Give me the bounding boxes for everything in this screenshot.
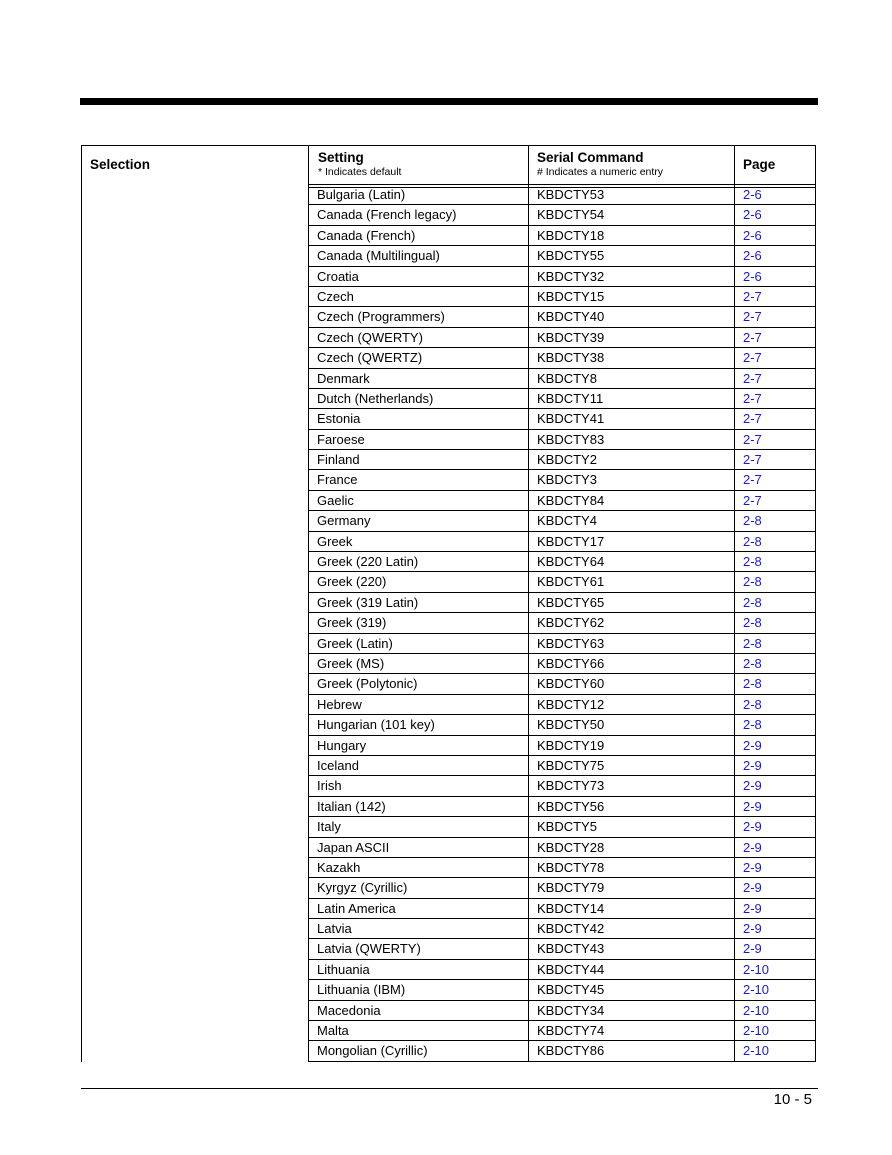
table-row <box>308 593 816 613</box>
serial-command-cell: KBDCTY39 <box>528 328 734 347</box>
serial-command-cell: KBDCTY65 <box>528 593 734 612</box>
serial-command-cell: KBDCTY38 <box>528 348 734 367</box>
page-link[interactable]: 2-9 <box>734 797 816 816</box>
setting-cell: Macedonia <box>308 1001 528 1020</box>
page-number: 10 - 5 <box>773 1091 812 1108</box>
serial-command-cell: KBDCTY73 <box>528 776 734 795</box>
table-row <box>308 838 816 858</box>
serial-command-cell: KBDCTY44 <box>528 960 734 979</box>
table-row <box>308 226 816 246</box>
serial-command-cell: KBDCTY64 <box>528 552 734 571</box>
page-link[interactable]: 2-7 <box>734 491 816 510</box>
setting-cell: Germany <box>308 511 528 530</box>
page-link[interactable]: 2-10 <box>734 960 816 979</box>
serial-command-cell: KBDCTY4 <box>528 511 734 530</box>
serial-command-cell: KBDCTY43 <box>528 939 734 958</box>
setting-cell: Greek (Latin) <box>308 634 528 653</box>
setting-cell: Hungary <box>308 736 528 755</box>
serial-command-cell: KBDCTY83 <box>528 430 734 449</box>
serial-command-cell: KBDCTY74 <box>528 1021 734 1040</box>
setting-cell: Faroese <box>308 430 528 449</box>
setting-cell: Kazakh <box>308 858 528 877</box>
page-link[interactable]: 2-9 <box>734 817 816 836</box>
serial-command-cell: KBDCTY3 <box>528 470 734 489</box>
table-row <box>308 470 816 490</box>
table-row <box>308 532 816 552</box>
serial-command-cell: KBDCTY62 <box>528 613 734 632</box>
selection-column-border <box>81 145 82 1062</box>
table-row <box>308 307 816 327</box>
setting-cell: Canada (French) <box>308 226 528 245</box>
setting-cell: Canada (Multilingual) <box>308 246 528 265</box>
page-link[interactable]: 2-9 <box>734 756 816 775</box>
serial-command-cell: KBDCTY75 <box>528 756 734 775</box>
table-row <box>308 511 816 531</box>
table-row <box>308 348 816 368</box>
table-row <box>308 552 816 572</box>
table-row <box>308 491 816 511</box>
setting-cell: Greek (220 Latin) <box>308 552 528 571</box>
table-row <box>308 246 816 266</box>
page-link[interactable]: 2-8 <box>734 532 816 551</box>
page-link[interactable]: 2-6 <box>734 205 816 224</box>
page-link[interactable]: 2-9 <box>734 919 816 938</box>
serial-command-cell: KBDCTY11 <box>528 389 734 408</box>
setting-cell: Greek (MS) <box>308 654 528 673</box>
setting-cell: Finland <box>308 450 528 469</box>
table-row <box>308 919 816 939</box>
table-row <box>308 817 816 837</box>
table-row <box>308 1041 816 1061</box>
serial-command-cell: KBDCTY55 <box>528 246 734 265</box>
setting-cell: France <box>308 470 528 489</box>
page-link[interactable]: 2-8 <box>734 572 816 591</box>
page-link[interactable]: 2-7 <box>734 307 816 326</box>
header-selection: Selection <box>90 157 151 172</box>
table-row <box>308 654 816 674</box>
table-header <box>81 145 816 186</box>
table-row <box>308 613 816 633</box>
setting-cell: Greek (Polytonic) <box>308 674 528 693</box>
serial-command-cell: KBDCTY56 <box>528 797 734 816</box>
serial-command-cell: KBDCTY12 <box>528 695 734 714</box>
serial-command-cell: KBDCTY78 <box>528 858 734 877</box>
table-row <box>308 878 816 898</box>
page-link[interactable]: 2-8 <box>734 715 816 734</box>
page-link[interactable]: 2-9 <box>734 899 816 918</box>
page-link[interactable]: 2-8 <box>734 552 816 571</box>
serial-command-cell: KBDCTY28 <box>528 838 734 857</box>
table-row <box>308 389 816 409</box>
page-link[interactable]: 2-7 <box>734 389 816 408</box>
serial-command-cell: KBDCTY79 <box>528 878 734 897</box>
table-row <box>308 287 816 307</box>
setting-cell: Greek (319) <box>308 613 528 632</box>
serial-command-cell: KBDCTY84 <box>528 491 734 510</box>
setting-cell: Japan ASCII <box>308 838 528 857</box>
page-link[interactable]: 2-7 <box>734 409 816 428</box>
table-row <box>308 328 816 348</box>
page-link[interactable]: 2-7 <box>734 328 816 347</box>
serial-command-cell: KBDCTY45 <box>528 980 734 999</box>
serial-command-cell: KBDCTY14 <box>528 899 734 918</box>
table-row <box>308 674 816 694</box>
table-row <box>308 1001 816 1021</box>
serial-command-cell: KBDCTY5 <box>528 817 734 836</box>
serial-command-cell: KBDCTY66 <box>528 654 734 673</box>
table-body <box>308 185 816 1062</box>
setting-cell: Latin America <box>308 899 528 918</box>
setting-cell: Czech (Programmers) <box>308 307 528 326</box>
table-row <box>308 695 816 715</box>
page-link[interactable]: 2-9 <box>734 736 816 755</box>
setting-cell: Gaelic <box>308 491 528 510</box>
setting-cell: Kyrgyz (Cyrillic) <box>308 878 528 897</box>
page-link[interactable]: 2-7 <box>734 430 816 449</box>
setting-cell: Estonia <box>308 409 528 428</box>
page-link[interactable]: 2-6 <box>734 226 816 245</box>
setting-cell: Italian (142) <box>308 797 528 816</box>
page-link[interactable]: 2-7 <box>734 369 816 388</box>
table-row <box>308 1021 816 1041</box>
setting-cell: Hebrew <box>308 695 528 714</box>
setting-cell: Latvia (QWERTY) <box>308 939 528 958</box>
table-row <box>308 430 816 450</box>
header-serial-command-note: # Indicates a numeric entry <box>537 166 664 178</box>
setting-cell: Lithuania (IBM) <box>308 980 528 999</box>
table-row <box>308 450 816 470</box>
setting-cell: Hungarian (101 key) <box>308 715 528 734</box>
table-row <box>308 369 816 389</box>
setting-cell: Dutch (Netherlands) <box>308 389 528 408</box>
serial-command-cell: KBDCTY63 <box>528 634 734 653</box>
page-link[interactable]: 2-9 <box>734 878 816 897</box>
page-link[interactable]: 2-9 <box>734 858 816 877</box>
serial-command-cell: KBDCTY34 <box>528 1001 734 1020</box>
serial-command-cell: KBDCTY61 <box>528 572 734 591</box>
serial-command-cell: KBDCTY50 <box>528 715 734 734</box>
setting-cell: Latvia <box>308 919 528 938</box>
top-rule <box>80 98 818 105</box>
page-link[interactable]: 2-7 <box>734 348 816 367</box>
serial-command-cell: KBDCTY54 <box>528 205 734 224</box>
page-link[interactable]: 2-7 <box>734 450 816 469</box>
serial-command-cell: KBDCTY8 <box>528 369 734 388</box>
setting-cell: Czech <box>308 287 528 306</box>
setting-cell: Bulgaria (Latin) <box>308 185 528 204</box>
serial-command-cell: KBDCTY41 <box>528 409 734 428</box>
table-row <box>308 776 816 796</box>
setting-cell: Mongolian (Cyrillic) <box>308 1041 528 1060</box>
setting-cell: Irish <box>308 776 528 795</box>
serial-command-cell: KBDCTY18 <box>528 226 734 245</box>
setting-cell: Greek (220) <box>308 572 528 591</box>
page-link[interactable]: 2-9 <box>734 838 816 857</box>
page-link[interactable]: 2-10 <box>734 980 816 999</box>
page-link[interactable]: 2-8 <box>734 511 816 530</box>
page-link[interactable]: 2-6 <box>734 267 816 286</box>
serial-command-cell: KBDCTY17 <box>528 532 734 551</box>
footer-rule <box>81 1088 818 1089</box>
table-row <box>308 756 816 776</box>
setting-cell: Greek (319 Latin) <box>308 593 528 612</box>
table-row <box>308 939 816 959</box>
table-row <box>308 858 816 878</box>
page-link[interactable]: 2-6 <box>734 246 816 265</box>
serial-command-cell: KBDCTY60 <box>528 674 734 693</box>
page-link[interactable]: 2-6 <box>734 185 816 204</box>
table-row <box>308 572 816 592</box>
header-serial-command-title: Serial Command <box>537 150 644 165</box>
page-link[interactable]: 2-8 <box>734 613 816 632</box>
serial-command-cell: KBDCTY53 <box>528 185 734 204</box>
setting-cell: Iceland <box>308 756 528 775</box>
page-link[interactable]: 2-10 <box>734 1021 816 1040</box>
table-row <box>308 715 816 735</box>
page-link[interactable]: 2-10 <box>734 1041 816 1060</box>
table-row <box>308 634 816 654</box>
header-serial-command <box>528 146 734 186</box>
serial-command-cell: KBDCTY19 <box>528 736 734 755</box>
page-link[interactable]: 2-7 <box>734 470 816 489</box>
page-link[interactable]: 2-8 <box>734 674 816 693</box>
setting-cell: Czech (QWERTZ) <box>308 348 528 367</box>
table-row <box>308 409 816 429</box>
setting-cell: Croatia <box>308 267 528 286</box>
table-row <box>308 185 816 205</box>
setting-cell: Czech (QWERTY) <box>308 328 528 347</box>
page-link[interactable]: 2-8 <box>734 593 816 612</box>
table-row <box>308 736 816 756</box>
page-link[interactable]: 2-7 <box>734 287 816 306</box>
setting-cell: Italy <box>308 817 528 836</box>
table-row <box>308 205 816 225</box>
page-link[interactable]: 2-10 <box>734 1001 816 1020</box>
header-page: Page <box>734 146 816 186</box>
header-setting-title: Setting <box>318 150 364 165</box>
table-row <box>308 267 816 287</box>
serial-command-cell: KBDCTY32 <box>528 267 734 286</box>
table-row <box>308 797 816 817</box>
page-link[interactable]: 2-9 <box>734 776 816 795</box>
table-row <box>308 980 816 1000</box>
serial-command-cell: KBDCTY40 <box>528 307 734 326</box>
header-setting-note: * Indicates default <box>318 166 402 178</box>
page-link[interactable]: 2-8 <box>734 695 816 714</box>
setting-cell: Malta <box>308 1021 528 1040</box>
setting-cell: Denmark <box>308 369 528 388</box>
serial-command-cell: KBDCTY2 <box>528 450 734 469</box>
serial-command-cell: KBDCTY86 <box>528 1041 734 1060</box>
page-link[interactable]: 2-8 <box>734 634 816 653</box>
page-link[interactable]: 2-8 <box>734 654 816 673</box>
header-setting <box>308 146 528 186</box>
setting-cell: Greek <box>308 532 528 551</box>
serial-command-cell: KBDCTY42 <box>528 919 734 938</box>
table-row <box>308 960 816 980</box>
serial-command-cell: KBDCTY15 <box>528 287 734 306</box>
setting-cell: Canada (French legacy) <box>308 205 528 224</box>
table-row <box>308 899 816 919</box>
setting-cell: Lithuania <box>308 960 528 979</box>
page-link[interactable]: 2-9 <box>734 939 816 958</box>
